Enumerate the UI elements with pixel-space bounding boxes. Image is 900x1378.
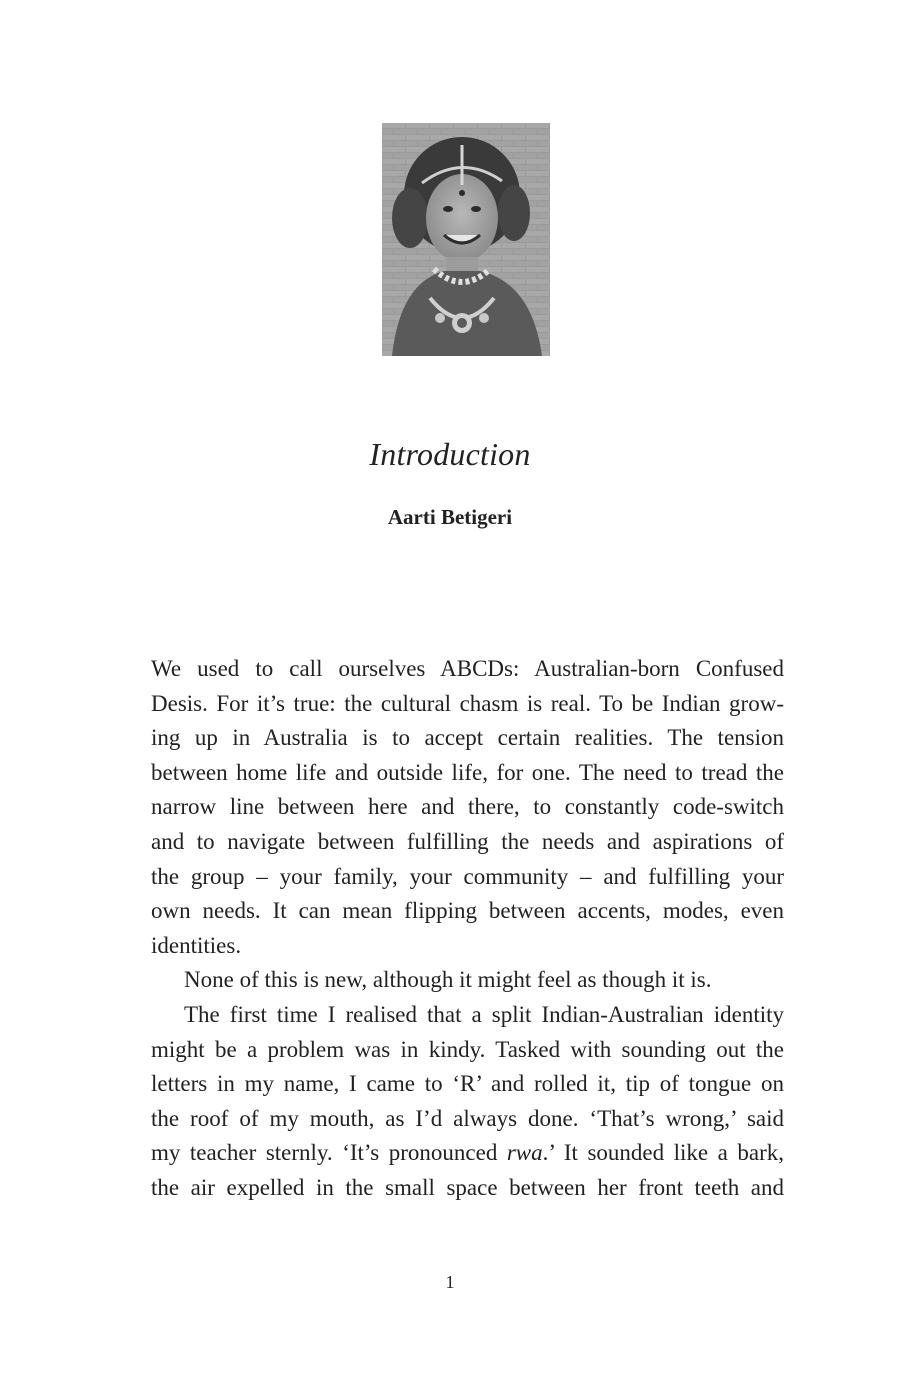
child-portrait-photo-icon — [382, 123, 550, 356]
paragraph-line: We used to call ourselves ABCDs: Australian-born Confused — [151, 656, 784, 681]
paragraph-line: The first time I realised that a split Indian-Australian identity — [184, 1001, 784, 1027]
paragraph-line: narrow line between here and there, to constantly code-switch — [151, 794, 784, 820]
paragraph-line: the air expelled in the small space between her front teeth and — [151, 1174, 784, 1200]
paragraph-line: identities. — [151, 932, 242, 958]
body-text — [151, 652, 784, 1206]
paragraph-line: the roof of my mouth, as I’d always done. ‘That’s wrong,’ said — [151, 1105, 784, 1131]
paragraph-line: the group – your family, your community – and fulfilling your — [151, 863, 784, 889]
paragraph-line: might be a problem was in kindy. Tasked with sounding out the — [151, 1036, 784, 1062]
line-segment: my teacher sternly. ‘It’s pronounced — [151, 1140, 507, 1166]
paragraph-line: letters in my name, I came to ‘R’ and rolled it, tip of tongue on — [151, 1071, 784, 1097]
page-number: 1 — [445, 1272, 455, 1292]
paragraph-line: own needs. It can mean flipping between accents, modes, even — [151, 898, 784, 924]
line-segment: .’ It sounded like a bark, — [542, 1140, 784, 1166]
paragraph-line — [151, 1136, 784, 1171]
chapter-author: Aarti Betigeri — [387, 505, 513, 529]
italic-word: rwa — [506, 1140, 543, 1166]
paragraph-line: and to navigate between fulfilling the needs and aspirations of — [151, 828, 784, 854]
paragraph-line: between home life and outside life, for one. The need to tread the — [151, 759, 784, 785]
paragraph-line: None of this is new, although it might feel as though it is. — [184, 967, 712, 993]
chapter-title: Introduction — [369, 436, 531, 472]
paragraph-line: Desis. For it’s true: the cultural chasm is real. To be Indian grow- — [151, 690, 784, 716]
author-childhood-photo — [382, 123, 550, 356]
paragraph-line: ing up in Australia is to accept certain realities. The tension — [151, 725, 784, 751]
